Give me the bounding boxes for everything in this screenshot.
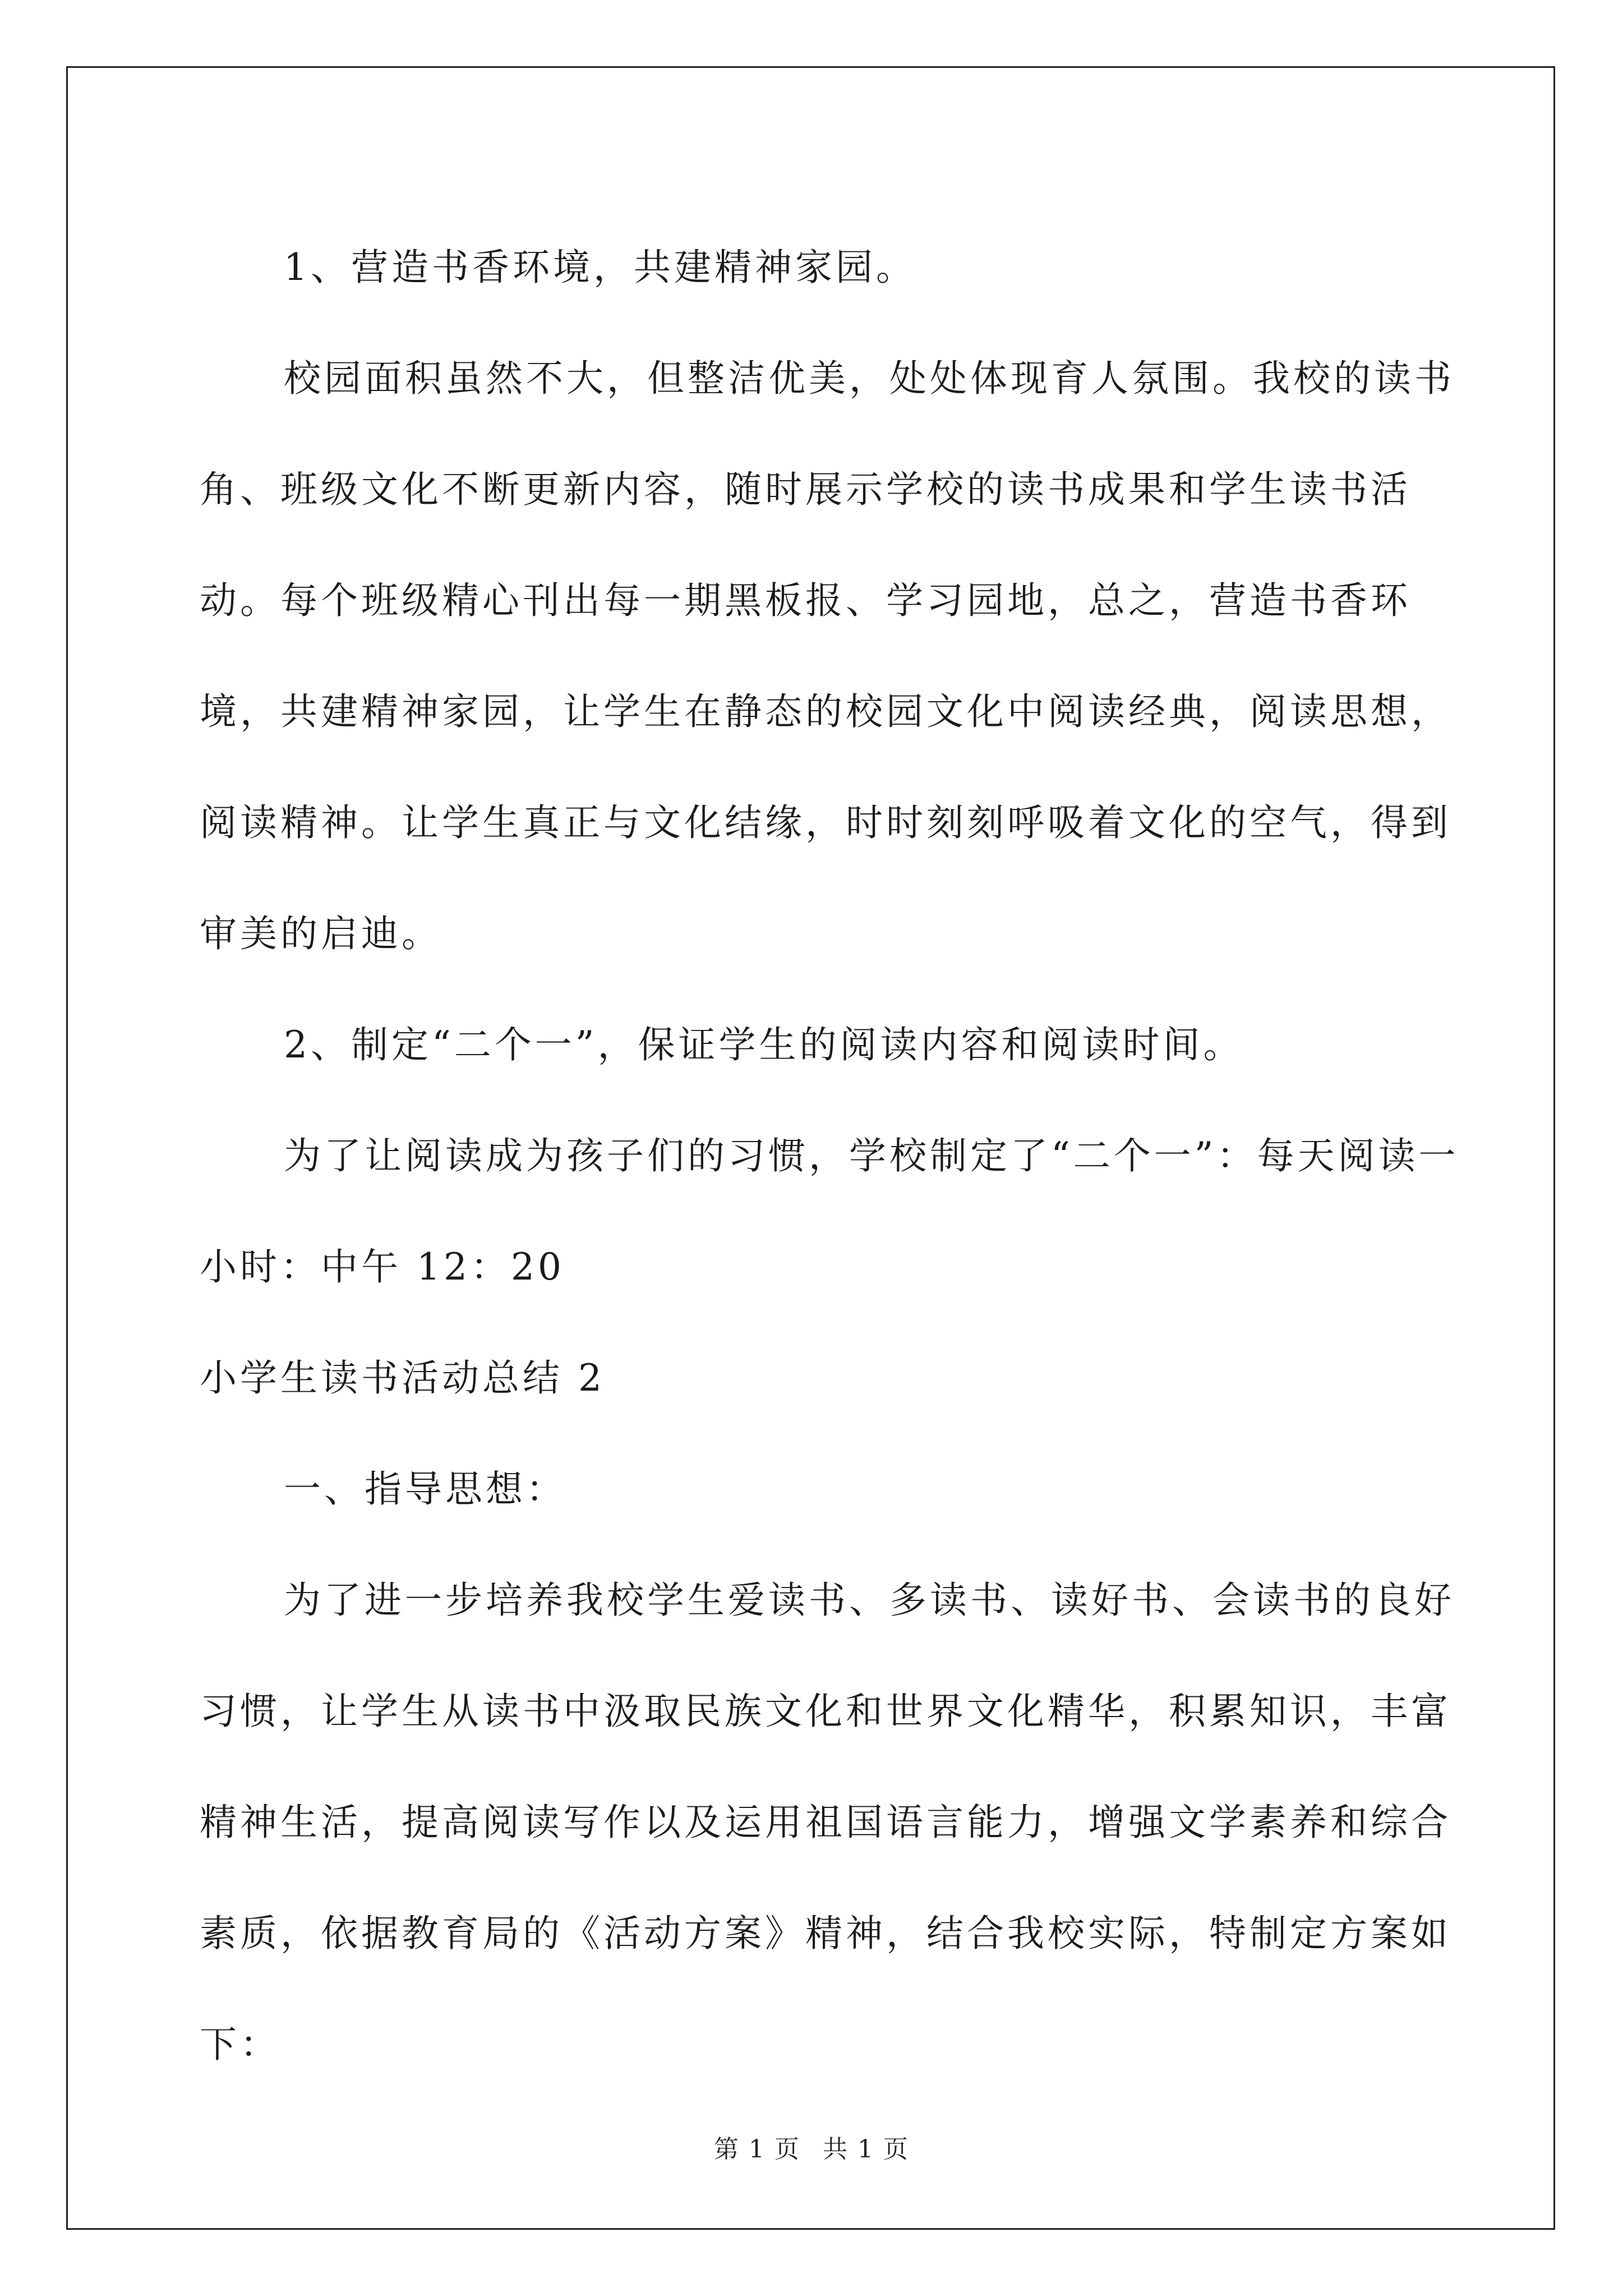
page-footer [0, 2129, 1623, 2165]
page-total: 共 1 页 [823, 2135, 909, 2164]
document-body [200, 212, 1461, 2100]
paragraph-guiding-thought: 为了进一步培养我校学生爱读书、多读书、读好书、会读书的良好习惯，让学生从读书中汲取民族文化和世界文化精华，积累知识，丰富精神生活，提高阅读写作以及运用祖国语言能力，增强文学素养和综合素质，依据教育局的《活动方案》精神，结合我校实际，特制定方案如下： [200, 1579, 1455, 2066]
paragraph-heading-1: 1、营造书香环境，共建精神家园。 [284, 246, 916, 289]
paragraph-reading-time: 为了让阅读成为孩子们的习惯，学校制定了“二个一”：每天阅读一小时：中午 12：20 [200, 1134, 1459, 1289]
paragraph-guiding-heading: 一、指导思想： [284, 1467, 566, 1511]
page-number: 第 1 页 [714, 2135, 800, 2164]
section-title: 小学生读书活动总结 2 [200, 1356, 605, 1400]
paragraph-campus-environment: 校园面积虽然不大，但整洁优美，处处体现育人氛围。我校的读书角、班级文化不断更新内容，随时展示学校的读书成果和学生读书活动。每个班级精心刊出每一期黑板报、学习园地，总之，营造书香环境，共建精神家园，让学生在静态的校园文化中阅读经典，阅读思想，阅读精神。让学生真正与文化结缘，时时刻刻呼吸着文化的空气，得到审美的启迪。 [200, 357, 1455, 955]
paragraph-heading-2: 2、制定“二个一”，保证学生的阅读内容和阅读时间。 [284, 1023, 1244, 1066]
